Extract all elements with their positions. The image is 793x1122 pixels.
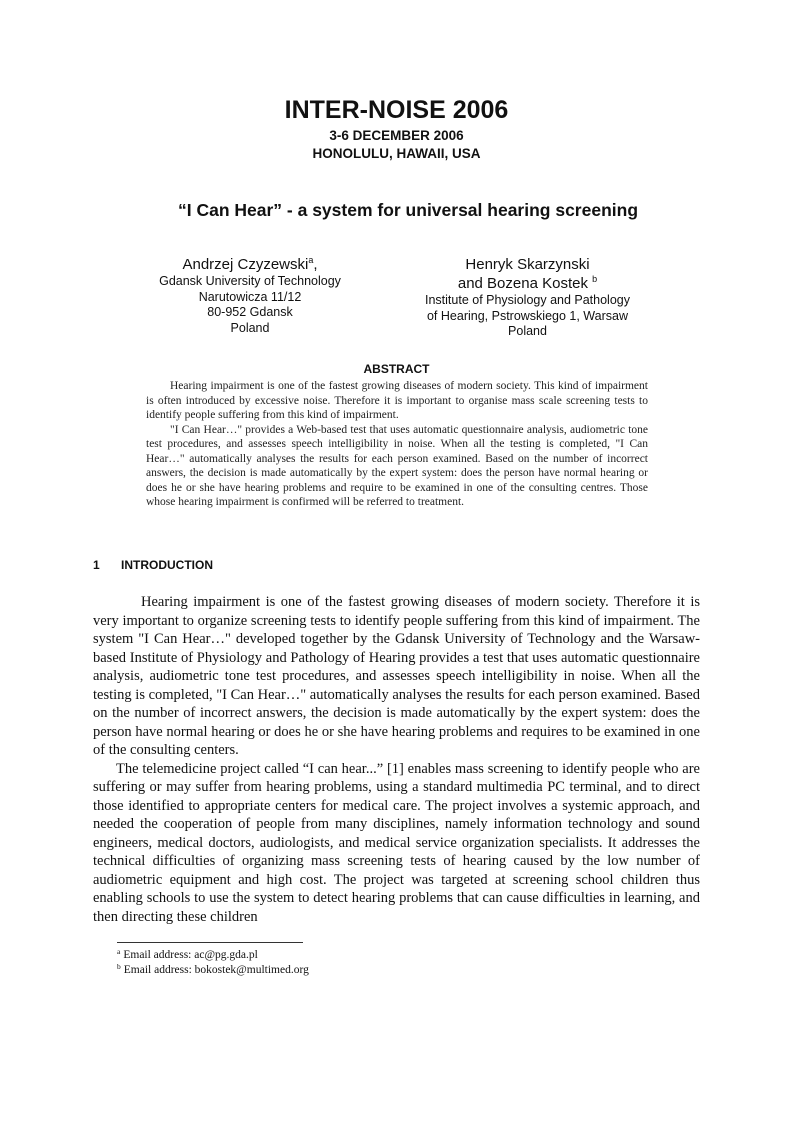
- body-text: [93, 593, 700, 926]
- author-footnote-mark: a: [308, 255, 314, 265]
- affiliation-line: Gdansk University of Technology: [159, 274, 341, 288]
- author-name: Henryk Skarzynski: [465, 256, 590, 273]
- footnote-text: Email address: ac@pg.gda.pl: [123, 949, 258, 961]
- abstract-paragraph: Hearing impairment is one of the fastest growing diseases of modern society. This kind of impairment is often introduced by excessive noise. Therefore it is important to organise mass scale screening tests to identify people suffering from this kind of impairment.: [146, 380, 648, 421]
- footnote-divider: [117, 942, 303, 943]
- author-block-first: [140, 255, 360, 336]
- author-name: Andrzej Czyzewski$^a$,: [182, 255, 318, 273]
- section-title: INTRODUCTION: [121, 558, 213, 572]
- body-paragraph: Hearing impairment is one of the fastest growing diseases of modern society. Therefore it is very important to organize screening tests to identify people suffering from this kind of impairment. The system "I Can Hear…" developed together by the Gdansk University of Technology and the Warsaw-based Institute of Physiology and Pathology of Hearing provides a test that uses automatic questionnaire analysis, audiometric tone test procedures, and assesses speech intelligibility in noise. When all the testing is completed, "I Can Hear…" automatically analyses the results for each person examined. Based on the number of incorrect answers, the decision is made automatically by the expert system: does the person have normal hearing or does he or she have hearing problems and requires to be examined in one of the consulting centers.: [93, 594, 700, 758]
- abstract-paragraph: "I Can Hear…" provides a Web-based test that uses automatic questionnaire analysis, audiometric tone test procedures, and assesses speech intelligibility in noise. When all the testing is completed, "I Can Hear…" automatically analyses the results for each person examined. Based on the number of incorrect answers, the decision is made automatically by the expert system: does the person have normal hearing or does he or she have hearing problems and require to be examined in one of the consulting centres. Those whose hearing impairment is confirmed will be referred to treatment.: [146, 423, 648, 508]
- footnote-mark: b: [117, 962, 121, 971]
- paper-title: “I Can Hear” - a system for universal hearing screening: [177, 200, 639, 220]
- section-heading: [93, 558, 213, 573]
- body-paragraph: The telemedicine project called “I can hear...” [1] enables mass screening to identify people who are suffering or may suffer from hearing problems, using a standard multimedia PC terminal, and to direct those identified to appropriate centers for medical care. The project involves a systemic approach, and needed the cooperation of people from many disciplines, namely information technology and sound engineers, medical doctors, audiologists, and medical service organization specialists. It addresses the technical difficulties of organizing mass screening tests of hearing caused by the low number of audiometric equipment and high cost. The project was targeted at screening school children thus enabling schools to use the system to detect hearing problems that can cause difficulties in learning, and then directing these children: [93, 760, 700, 925]
- footnote-mark: a: [117, 947, 121, 956]
- abstract-body: [146, 379, 648, 510]
- footnote: [117, 963, 517, 978]
- conference-dates: 3-6 DECEMBER 2006: [329, 128, 464, 143]
- author-name: and Bozena Kostek $^b$: [457, 274, 598, 292]
- affiliation-line: 80-952 Gdansk: [207, 305, 293, 319]
- author-block-second: [405, 255, 650, 340]
- author-footnote-mark: b: [592, 274, 598, 284]
- affiliation-line: Poland: [508, 324, 547, 338]
- footnote: [117, 948, 517, 963]
- footnote-text: Email address: bokostek@multimed.org: [123, 964, 309, 976]
- abstract-heading: ABSTRACT: [363, 362, 430, 376]
- section-number: 1: [93, 558, 100, 572]
- conference-location: HONOLULU, HAWAII, USA: [312, 146, 481, 161]
- conference-title: INTER-NOISE 2006: [284, 96, 509, 124]
- affiliation-line: Institute of Physiology and Pathology: [425, 293, 630, 307]
- footnotes: [117, 948, 517, 978]
- affiliation-line: of Hearing, Pstrowskiego 1, Warsaw: [426, 308, 628, 323]
- affiliation-line: Narutowicza 11/12: [198, 289, 302, 304]
- affiliation-line: Poland: [230, 320, 270, 335]
